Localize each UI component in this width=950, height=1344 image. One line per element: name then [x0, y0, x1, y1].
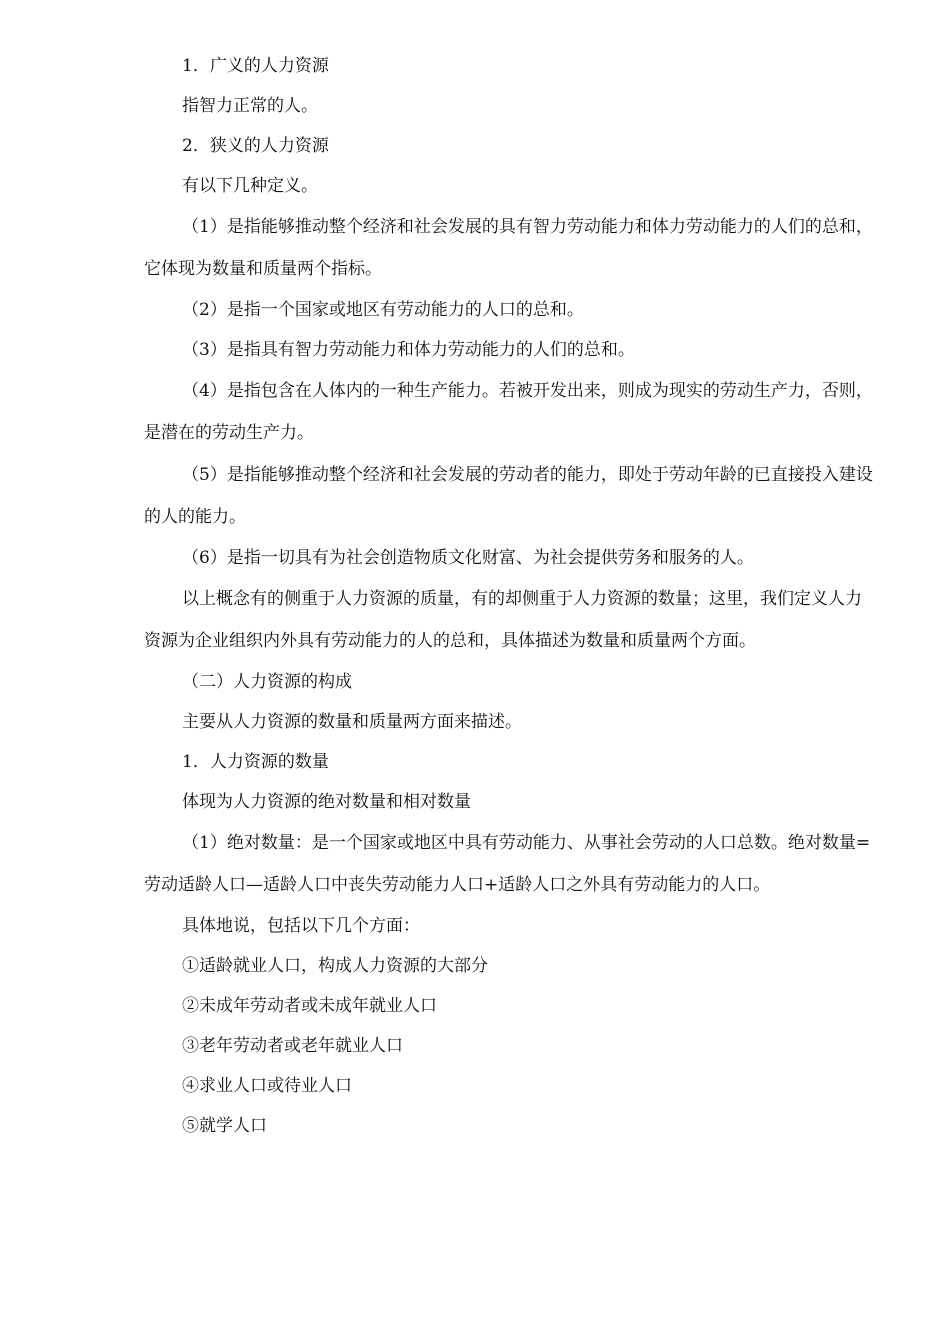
definition-item-6: （6）是指一切具有为社会创造物质文化财富、为社会提供劳务和服务的人。 [182, 548, 754, 568]
definition-item-3: （3）是指具有智力劳动能力和体力劳动能力的人们的总和。 [182, 340, 635, 360]
heading-broad-hr: 1．广义的人力资源 [182, 56, 329, 76]
paragraph-composition-intro: 主要从人力资源的数量和质量两方面来描述。 [182, 712, 522, 732]
paragraph-quantity-intro: 体现为人力资源的绝对数量和相对数量 [182, 792, 471, 812]
paragraph-broad-definition: 指智力正常的人。 [182, 96, 318, 116]
paragraph-summary: 以上概念有的侧重于人力资源的质量，有的却侧重于人力资源的数量；这里，我们定义人力资源为企业组织内外具有劳动能力的人的总和，具体描述为数量和质量两个方面。 [144, 589, 862, 651]
paragraph-absolute-quantity: （1）绝对数量：是一个国家或地区中具有劳动能力、从事社会劳动的人口总数。绝对数量=劳动适龄人口—适龄人口中丧失劳动能力人口+适龄人口之外具有劳动能力的人口。 [144, 833, 871, 895]
paragraph-definitions-intro: 有以下几种定义。 [182, 176, 318, 196]
list-item: ②未成年劳动者或未成年就业人口 [182, 996, 437, 1016]
heading-narrow-hr: 2．狭义的人力资源 [182, 136, 329, 156]
list-item: ④求业人口或待业人口 [182, 1076, 352, 1096]
list-item: ③老年劳动者或老年就业人口 [182, 1036, 403, 1056]
heading-hr-quantity: 1．人力资源的数量 [182, 752, 329, 772]
list-item: ①适龄就业人口，构成人力资源的大部分 [182, 956, 488, 976]
list-item: ⑤就学人口 [182, 1116, 267, 1136]
definition-item-4: （4）是指包含在人体内的一种生产能力。若被开发出来，则成为现实的劳动生产力，否则，是潜在的劳动生产力。 [144, 381, 873, 443]
document-page [144, 46, 874, 1146]
heading-hr-composition: （二）人力资源的构成 [182, 672, 352, 692]
paragraph-list-intro: 具体地说，包括以下几个方面： [182, 916, 420, 936]
definition-item-5: （5）是指能够推动整个经济和社会发展的劳动者的能力，即处于劳动年龄的已直接投入建设的人的能力。 [144, 465, 873, 527]
definition-item-2: （2）是指一个国家或地区有劳动能力的人口的总和。 [182, 300, 584, 320]
definition-item-1: （1）是指能够推动整个经济和社会发展的具有智力劳动能力和体力劳动能力的人们的总和，它体现为数量和质量两个指标。 [144, 217, 873, 279]
